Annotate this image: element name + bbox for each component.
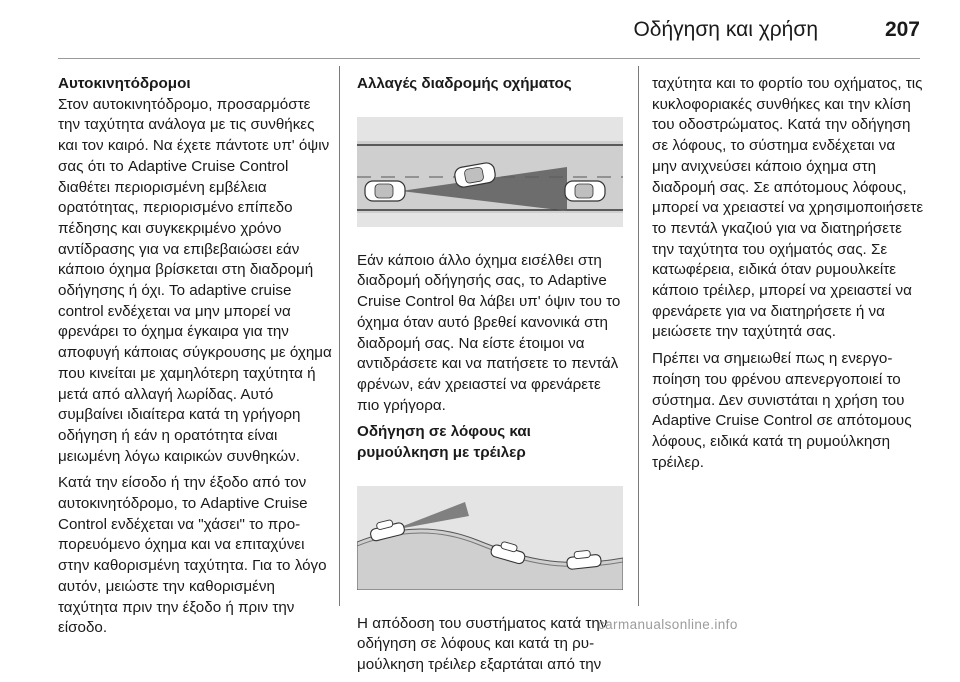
page-header-title: Οδήγηση και χρήση <box>633 18 818 41</box>
section-heading-lane-changes: Αλλαγές διαδρομής οχήματος <box>357 75 572 92</box>
paragraph: Εάν κάποιο άλλο όχημα εισέλθει στη διαδρομή οδήγησής σας, το Adaptive Cruise Control θα λάβει υπ' όψιν του το όχημα όταν αυτό βρεθεί κανονικά στη διαδρομή σας. Να είστε έτοιμοι να αντιδράσετε και να πατήσετε το πεντάλ φρένων, εάν χρειαστεί να φρενάρετε πιο γρήγορα. <box>357 251 621 414</box>
column-middle <box>357 74 625 682</box>
section-heading-hills-trailers: Οδήγηση σε λόφους και ρυμούλκηση με τρέιλερ <box>357 423 531 462</box>
lead-car-icon <box>565 181 605 201</box>
column-divider <box>638 66 639 606</box>
paragraph: Κατά την είσοδο ή την έξοδο από τον αυτοκινητόδρομο, το Adaptive Cruise Control ενδέχεται να "χάσει" το προπορευόμενο όχημα και να επιταχύνει στην καθορισμένη ταχύτητα. Για το λόγο αυτόν, μειώστε την καθορισμένη ταχύτητα πριν την έξοδο ή πριν την είσοδο. <box>58 474 327 637</box>
column-divider <box>339 66 340 606</box>
own-car-icon <box>365 181 405 201</box>
column-left <box>58 74 336 645</box>
header-divider <box>58 58 920 59</box>
page-number: 207 <box>884 18 920 41</box>
hill-trailer-illustration <box>357 486 623 590</box>
watermark: carmanualsonline.info <box>598 617 738 632</box>
paragraph: ταχύτητα και το φορτίο του οχήματος, τις κυκλοφοριακές συνθήκες και την κλίση του οδοστρώματος. Κατά την οδήγηση σε λόφους, το σύστημα ενδέχεται να μην ανιχνεύσει κάποιο όχημα στη διαδρομή σας. Σε απότομους λόφους, μπορεί να χρειαστεί να χρησιμοποιήσετε το πεντάλ γκαζιού για να διατηρήσετε την ταχύτητα του οχήματός σας. Σε κατωφέρεια, ειδικά όταν ρυμουλκείτε κάποιο τρέιλερ, μπορεί να χρειαστεί να φρενάρετε για να διατηρήσετε ή να μειώσετε την ταχύτητά σας. <box>652 75 924 341</box>
section-heading-highways: Αυτοκινητόδρομοι <box>58 75 191 92</box>
column-right <box>652 74 924 479</box>
paragraph: Η απόδοση του συστήματος κατά την οδήγηση σε λόφους και κατά τη ρυμούλκηση τρέιλερ εξαρτάται από την <box>357 614 608 674</box>
lane-change-illustration <box>357 117 623 227</box>
paragraph: Πρέπει να σημειωθεί πως η ενεργοποίηση του φρένου απενεργοποιεί το σύστημα. Δεν συνιστάται η χρήση του Adaptive Cruise Control σε απότομους λόφους, ειδικά κατά τη ρυμούλκηση τρέιλερ. <box>652 350 912 471</box>
paragraph: Στον αυτοκινητόδρομο, προσαρμόστε την ταχύτητα ανάλογα με τις συνθήκες και τον καιρό. Να έχετε πάντοτε υπ' όψιν σας ότι το Adaptive Cruise Control διαθέτει περιορισμένη εμβέλεια ορατότητας, περιορισμένο επίπεδο πέδησης και συγκεκριμένο χρόνο αντίδρασης για να επιβεβαιώσει εάν κάποιο όχημα βρίσκεται στη διαδρομή οδήγησης ή όχι. Το adaptive cruise control ενδέχεται να μην μπορεί να φρενάρει το όχημα έγκαιρα για την αποφυγή κάποιας σύγκρουσης με όχημα που κινείται με χαμηλότερη ταχύτητα ή μετά από αλλαγή λωρίδας. Αυτό συμβαίνει ιδιαίτερα κατά τη γρήγορη οδήγηση ή εάν η ορατότητα είναι μειωμένη λόγω καιρικών συνθηκών. <box>58 95 332 465</box>
